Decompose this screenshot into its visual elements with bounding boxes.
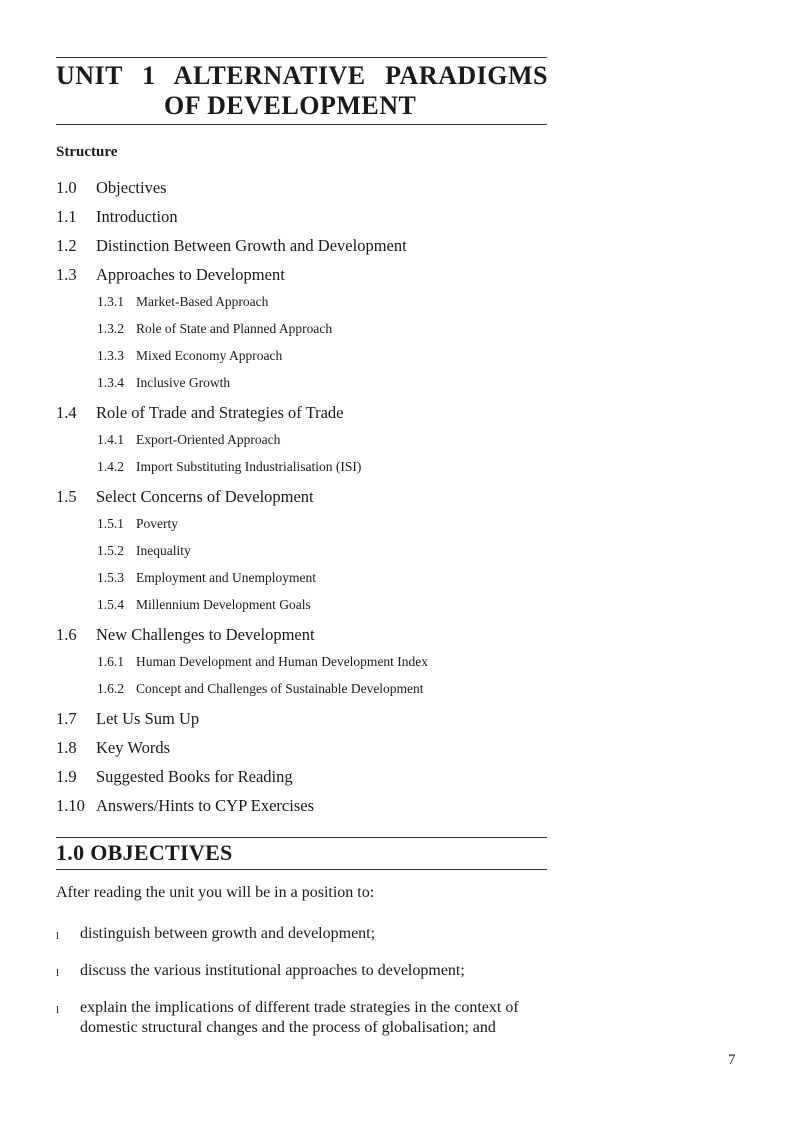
toc-item bbox=[56, 207, 178, 227]
toc-item-label: Select Concerns of Development bbox=[96, 487, 314, 506]
toc-item-number: 1.2 bbox=[56, 236, 77, 255]
toc-subitem bbox=[97, 543, 191, 559]
toc-item-label: Approaches to Development bbox=[96, 265, 285, 284]
toc-item-number: 1.0 bbox=[56, 178, 77, 197]
toc-subitem bbox=[97, 570, 316, 586]
objective-text: explain the implications of different trade strategies in the context of domestic structural changes and the process of globalisation; and bbox=[80, 999, 519, 1036]
objective-text: distinguish between growth and development; bbox=[80, 925, 376, 942]
toc-item-number: 1.4.2 bbox=[97, 459, 124, 474]
toc-item-label: Millennium Development Goals bbox=[136, 597, 311, 612]
objectives-top-rule bbox=[56, 837, 547, 838]
toc-item-label: Introduction bbox=[96, 207, 178, 226]
toc-item-number: 1.4.1 bbox=[97, 432, 124, 447]
objective-bullet bbox=[56, 924, 556, 944]
toc-subitem bbox=[97, 681, 424, 697]
toc-item-number: 1.1 bbox=[56, 207, 77, 226]
toc-item-number: 1.4 bbox=[56, 403, 77, 422]
objectives-bottom-rule bbox=[56, 869, 547, 870]
toc-item-label: Objectives bbox=[96, 178, 167, 197]
toc-item bbox=[56, 403, 343, 423]
toc-item bbox=[56, 796, 314, 816]
toc-item-label: Answers/Hints to CYP Exercises bbox=[96, 796, 314, 815]
toc-item-label: Key Words bbox=[96, 738, 170, 757]
toc-item-number: 1.7 bbox=[56, 709, 77, 728]
objectives-intro: After reading the unit you will be in a position to: bbox=[56, 884, 375, 901]
toc-item bbox=[56, 767, 293, 787]
toc-item-label: Market-Based Approach bbox=[136, 294, 269, 309]
toc-item-number: 1.5.3 bbox=[97, 570, 124, 585]
toc-item-label: Let Us Sum Up bbox=[96, 709, 200, 728]
toc-item bbox=[56, 236, 407, 256]
toc-item-number: 1.3.1 bbox=[97, 294, 124, 309]
toc-subitem bbox=[97, 321, 332, 337]
toc-subitem bbox=[97, 432, 280, 448]
toc-subitem bbox=[97, 348, 282, 364]
toc-item-label: Role of State and Planned Approach bbox=[136, 321, 333, 336]
toc-subitem bbox=[97, 375, 230, 391]
toc-item-label: Mixed Economy Approach bbox=[136, 348, 283, 363]
bullet-icon: l bbox=[56, 930, 60, 942]
unit-title-line1: UNIT 1 ALTERNATIVE PARADIGMS bbox=[56, 61, 548, 90]
toc-item-label: Human Development and Human Development Index bbox=[136, 654, 429, 669]
toc-item bbox=[56, 709, 199, 729]
toc-item-number: 1.5.2 bbox=[97, 543, 124, 558]
toc-subitem bbox=[97, 294, 268, 310]
toc-item-number: 1.9 bbox=[56, 767, 77, 786]
page-number: 7 bbox=[728, 1052, 736, 1068]
toc-item-number: 1.3.3 bbox=[97, 348, 124, 363]
unit-title bbox=[56, 61, 548, 121]
objective-bullet bbox=[56, 961, 556, 981]
toc-item bbox=[56, 265, 285, 285]
toc-item-label: Import Substituting Industrialisation (ISI) bbox=[136, 459, 362, 474]
toc-subitem bbox=[97, 654, 428, 670]
toc-item bbox=[56, 625, 315, 645]
toc-item-number: 1.3.4 bbox=[97, 375, 124, 390]
toc-item-number: 1.5.1 bbox=[97, 516, 124, 531]
unit-title-line2: OF DEVELOPMENT bbox=[164, 91, 417, 120]
toc-item-number: 1.3.2 bbox=[97, 321, 124, 336]
toc-subitem bbox=[97, 459, 361, 475]
toc-item bbox=[56, 487, 314, 507]
toc-item-number: 1.3 bbox=[56, 265, 77, 284]
toc-item-label: Inclusive Growth bbox=[136, 375, 231, 390]
toc-item-label: Employment and Unemployment bbox=[136, 570, 316, 585]
bullet-icon: l bbox=[56, 967, 60, 979]
toc-item bbox=[56, 178, 167, 198]
toc-item-number: 1.8 bbox=[56, 738, 77, 757]
toc-item-number: 1.5.4 bbox=[97, 597, 124, 612]
toc-item-number: 1.5 bbox=[56, 487, 77, 506]
toc-item bbox=[56, 738, 170, 758]
toc-item-label: Role of Trade and Strategies of Trade bbox=[96, 403, 344, 422]
bullet-icon: l bbox=[56, 1004, 60, 1016]
toc-item-number: 1.6.2 bbox=[97, 681, 124, 696]
toc-item-label: Export-Oriented Approach bbox=[136, 432, 281, 447]
toc-item-number: 1.6 bbox=[56, 625, 77, 644]
toc-item-label: Inequality bbox=[136, 543, 191, 558]
toc-subitem bbox=[97, 597, 311, 613]
objectives-heading: 1.0 OBJECTIVES bbox=[56, 840, 233, 865]
toc-item-label: Concept and Challenges of Sustainable Development bbox=[136, 681, 424, 696]
top-rule bbox=[56, 57, 547, 58]
structure-heading: Structure bbox=[56, 144, 118, 160]
toc-item-label: Distinction Between Growth and Development bbox=[96, 236, 407, 255]
toc-item-label: New Challenges to Development bbox=[96, 625, 315, 644]
toc-item-label: Suggested Books for Reading bbox=[96, 767, 293, 786]
objective-bullet bbox=[56, 998, 556, 1038]
toc-item-number: 1.10 bbox=[56, 796, 85, 815]
toc-item-number: 1.6.1 bbox=[97, 654, 124, 669]
toc-item-label: Poverty bbox=[136, 516, 178, 531]
toc-subitem bbox=[97, 516, 178, 532]
title-bottom-rule bbox=[56, 124, 547, 125]
objective-text: discuss the various institutional approaches to development; bbox=[80, 962, 465, 979]
